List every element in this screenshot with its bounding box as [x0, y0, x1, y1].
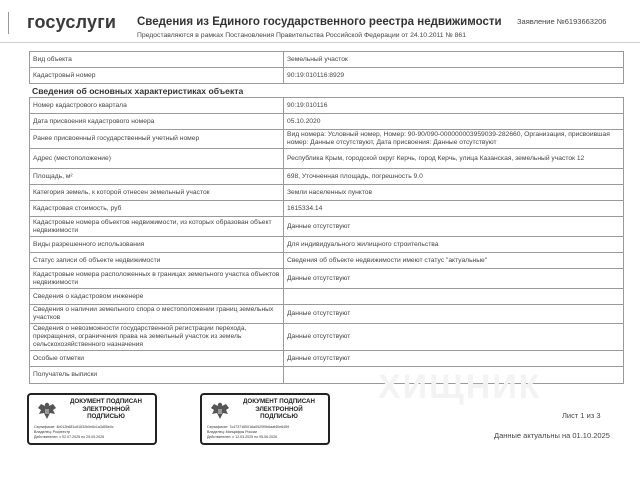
table-row: [30, 217, 624, 237]
coat-of-arms-icon: [208, 399, 232, 423]
row-key: Категория земель, к которой отнесен земельный участок: [30, 185, 284, 201]
stamp-validity: Действителен: с 12.03.2025 по 05.06.2026: [207, 435, 278, 439]
document-title: Сведения из Единого государственного реестра недвижимости: [137, 16, 502, 28]
table-row: [30, 130, 624, 149]
row-key: Кадастровый номер: [30, 68, 284, 84]
document-subtitle: Предоставляются в рамках Постановления Правительства Российской Федерации от 24.10.2011 № 861: [137, 32, 466, 39]
table-row: [30, 185, 624, 201]
table-row: [30, 253, 624, 269]
table-row: [30, 324, 624, 351]
row-value: Для индивидуального жилищного строительства: [284, 237, 624, 253]
row-key: Площадь, м²: [30, 169, 284, 185]
table-row: [30, 305, 624, 324]
row-value: 90:19:010116:8929: [284, 68, 624, 84]
row-key: Виды разрешенного использования: [30, 237, 284, 253]
row-key: Вид объекта: [30, 52, 284, 68]
row-key: Кадастровые номера расположенных в границах земельного участка объектов недвижимости: [30, 269, 284, 289]
row-value: [284, 289, 624, 305]
row-value: 698, Уточненная площадь, погрешность 9.0: [284, 169, 624, 185]
stamp-certificate: Сертификат: 4b012b681c81632b0e6c1a3d55e0c: [34, 425, 114, 429]
section-title: Сведения об основных характеристиках объекта: [32, 86, 244, 96]
table-row: [30, 98, 624, 114]
row-value: Данные отсутствуют: [284, 324, 624, 351]
row-key: Ранее присвоенный государственный учетный номер: [30, 130, 284, 149]
row-value: Сведения об объекте недвижимости имеют статус "актуальные": [284, 253, 624, 269]
signature-stamp: [200, 393, 330, 445]
row-key: Кадастровые номера объектов недвижимости, из которых образован объект недвижимости: [30, 217, 284, 237]
row-value: 05.10.2020: [284, 114, 624, 130]
table-row: [30, 114, 624, 130]
row-key: Сведения о кадастровом инженере: [30, 289, 284, 305]
stamp-certificate: Сертификат: 7c4737160016a0520f0b6aaf40e6459: [207, 425, 290, 429]
stamp-owner: Владелец: Росреестр: [34, 430, 71, 434]
table-row: [30, 351, 624, 367]
row-key: Кадастровая стоимость, руб: [30, 201, 284, 217]
row-value: Данные отсутствуют: [284, 351, 624, 367]
table-row: [30, 68, 624, 84]
table-row: [30, 149, 624, 169]
row-key: Статус записи об объекте недвижимости: [30, 253, 284, 269]
row-value: Республика Крым, городской округ Керчь, город Керчь, улица Казанская, земельный участок 12: [284, 149, 624, 169]
table-row: [30, 52, 624, 68]
data-actual-date: Данные актуальны на 01.10.2025: [494, 431, 610, 440]
page-counter: Лист 1 из 3: [562, 411, 601, 420]
row-value: Данные отсутствуют: [284, 269, 624, 289]
table-row: [30, 201, 624, 217]
row-key: Дата присвоения кадастрового номера: [30, 114, 284, 130]
gosuslugi-logo: госуслуги: [27, 12, 117, 32]
row-value: Вид номера: Условный номер, Номер: 90-90/090-000000003959039-282660, Организация, присвоившая номер: Данные отсутствуют, Дата присвоения: Данные отсутствуют: [284, 130, 624, 149]
watermark: ХИЩНИК: [378, 368, 542, 406]
object-summary-table: [29, 51, 624, 84]
table-row: [30, 169, 624, 185]
row-value: Данные отсутствуют: [284, 305, 624, 324]
page-header: [0, 0, 640, 43]
table-row: [30, 237, 624, 253]
characteristics-table: [29, 97, 624, 384]
row-key: Получатель выписки: [30, 367, 284, 384]
table-row: [30, 269, 624, 289]
row-value: 90:19:010116: [284, 98, 624, 114]
row-key: Сведения о наличии земельного спора о местоположении границ земельных участков: [30, 305, 284, 324]
row-key: Сведения о невозможности государственной регистрации перехода, прекращения, ограничения права на земельный участок из земель сельскохозяйственного назначения: [30, 324, 284, 351]
request-number: Заявление №6193663206: [517, 17, 607, 26]
row-value: Данные отсутствуют: [284, 217, 624, 237]
header-divider: [8, 12, 9, 34]
signature-stamp: [27, 393, 157, 445]
row-key: Адрес (местоположение): [30, 149, 284, 169]
stamp-title: ДОКУМЕНТ ПОДПИСАН ЭЛЕКТРОННОЙ ПОДПИСЬЮ: [70, 398, 142, 420]
stamp-owner: Владелец: Минцифры России: [207, 430, 258, 434]
coat-of-arms-icon: [35, 399, 59, 423]
row-key: Особые отметки: [30, 351, 284, 367]
table-row: [30, 289, 624, 305]
row-value: Земли населенных пунктов: [284, 185, 624, 201]
row-key: Номер кадастрового квартала: [30, 98, 284, 114]
stamp-title: ДОКУМЕНТ ПОДПИСАН ЭЛЕКТРОННОЙ ПОДПИСЬЮ: [243, 398, 315, 420]
row-value: 1615334.14: [284, 201, 624, 217]
stamp-validity: Действителен: с 02.07.2025 по 25.09.2026: [34, 435, 105, 439]
row-value: Земельный участок: [284, 52, 624, 68]
